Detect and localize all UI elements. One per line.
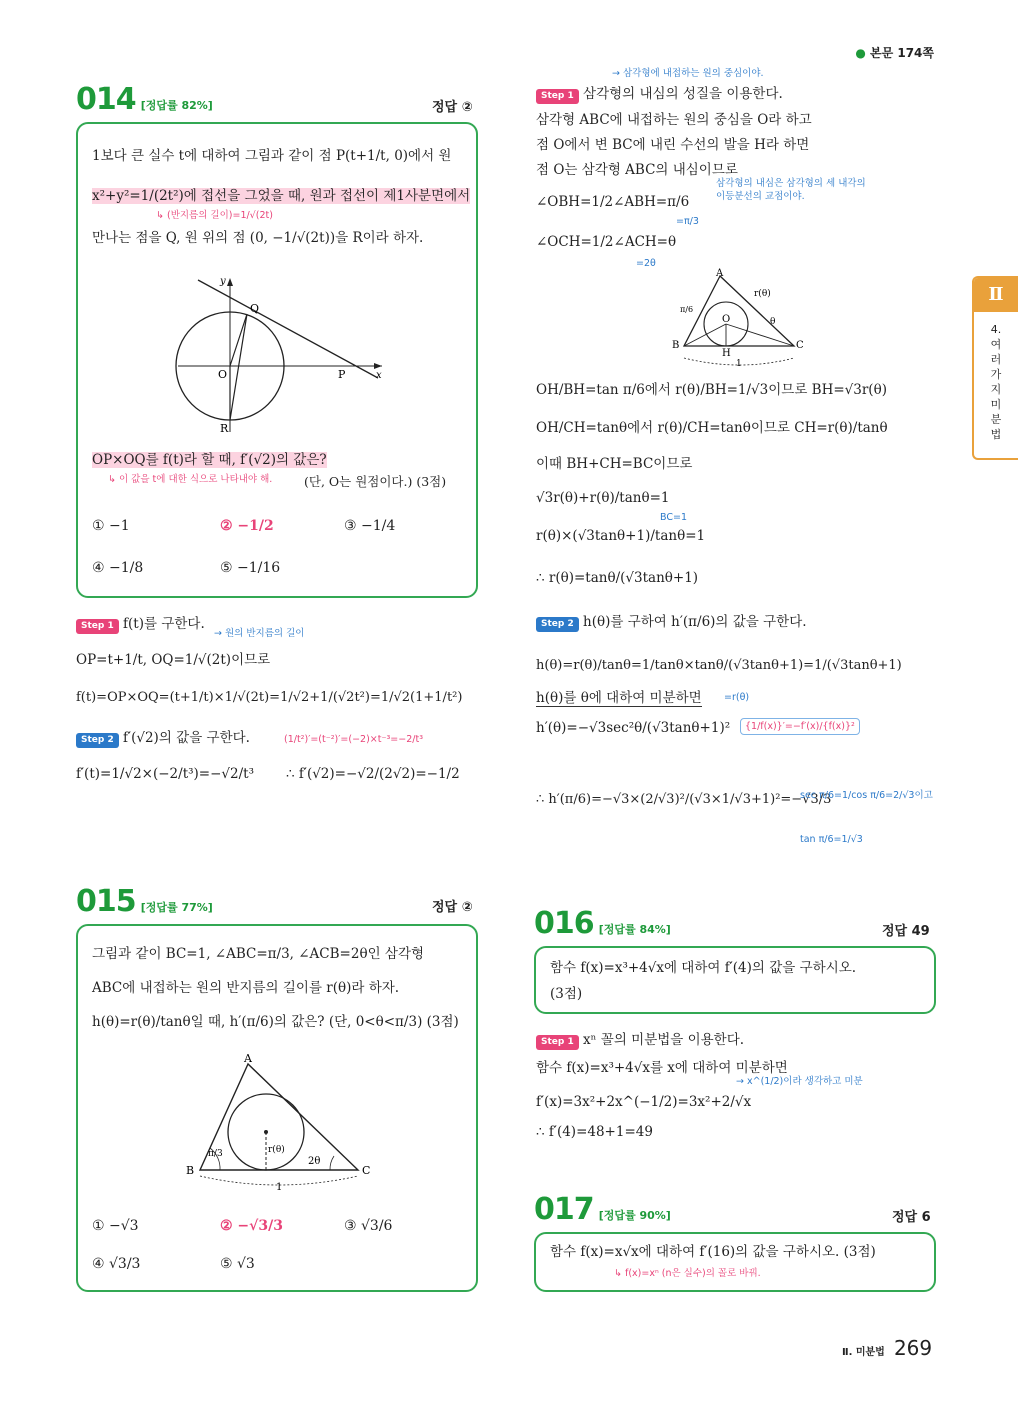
problem-number: 017 <box>534 1192 594 1227</box>
annotation-note <box>716 178 866 204</box>
choice-5[interactable]: ⑤ −1/16 <box>220 560 281 576</box>
label-Q: Q <box>250 302 260 315</box>
solution-line: ∴ r(θ)=tanθ/(√3tanθ+1) <box>536 570 699 586</box>
step-title: xⁿ 꼴의 미분법을 이용한다. <box>583 1032 745 1048</box>
annotation-text: 이 값을 t에 대한 식으로 나타내야 해. <box>118 474 273 485</box>
solution-line: OH/CH=tanθ에서 r(θ)/CH=tanθ이므로 CH=r(θ)/tanθ <box>536 420 888 436</box>
page-footer <box>842 1336 932 1360</box>
problem-017-box <box>534 1232 936 1292</box>
annotation-text: 원의 반지름의 길이 <box>224 628 305 639</box>
label-x: x <box>376 370 382 381</box>
step-title: 삼각형의 내심의 성질을 이용한다. <box>583 86 783 102</box>
chapter-tab[interactable] <box>972 276 1018 460</box>
annotation-note: → 원의 반지름의 길이 <box>214 628 305 639</box>
solution-line: 이때 BH+CH=BC이므로 <box>536 456 693 472</box>
annotation-text: 삼각형의 내심은 삼각형의 세 내각의 <box>716 178 866 189</box>
segment-OQ <box>230 314 247 366</box>
annotation-note: ↳ f(x)=xⁿ (n은 실수)의 꼴로 바꿔. <box>614 1268 761 1279</box>
label-O: O <box>218 368 228 381</box>
choice-2-correct[interactable]: ② −√3/3 <box>220 1218 283 1234</box>
annotation-note: BC=1 <box>660 512 687 523</box>
solution-step <box>536 1032 744 1050</box>
label-O: O <box>722 314 731 325</box>
choice-2-correct[interactable]: ② −1/2 <box>220 518 274 534</box>
annotation-note: sec π/6=1/cos π/6=2/√3이고 <box>800 790 933 801</box>
problem-015-header <box>76 884 213 919</box>
question-line: h(θ)=r(θ)/tanθ일 때, h′(π/6)의 값은? (단, 0<θ<π/3) (3점) <box>92 1014 459 1030</box>
question-line-highlight: OP×OQ를 f(t)라 할 때, f′(√2)의 값은? <box>92 452 327 468</box>
solution-step <box>536 614 807 632</box>
correct-rate: [정답률 84%] <box>598 923 671 936</box>
annotation-note: {1/f(x)}′=−f′(x)/{f(x)}² <box>740 718 860 735</box>
label-A: A <box>716 268 724 279</box>
annotation-text: x^(1/2)이라 생각하고 미분 <box>746 1076 863 1087</box>
solution-line: 삼각형 ABC에 내접하는 원의 중심을 O라 하고 <box>536 112 812 128</box>
solution-line: f′(t)=1/√2×(−2/t³)=−√2/t³ <box>76 766 254 782</box>
label-B: B <box>186 1164 195 1177</box>
label-angle-B: π/3 <box>208 1149 223 1159</box>
step-badge: Step 2 <box>76 733 119 748</box>
answer-label: 정답 6 <box>892 1210 931 1225</box>
question-line: (3점) <box>550 986 583 1002</box>
solution-line: h′(θ)=−√3sec²θ/(√3tanθ+1)² <box>536 720 731 736</box>
angle-C-arc <box>330 1156 334 1170</box>
solution-line: ∠OBH=1/2∠ABH=π/6 <box>536 194 690 210</box>
solution-line: 함수 f(x)=x³+4√x를 x에 대하여 미분하면 <box>536 1060 788 1076</box>
problem-014-box <box>76 122 478 598</box>
step-title: h(θ)를 구하여 h′(π/6)의 값을 구한다. <box>583 614 807 630</box>
question-line: 1보다 큰 실수 t에 대하여 그림과 같이 점 P(t+1/t, 0)에서 원 <box>92 148 452 164</box>
solution-line: ∴ f′(√2)=−√2/(2√2)=−1/2 <box>286 766 460 782</box>
answer-label: 정답 ② <box>432 100 473 115</box>
choice-3[interactable]: ③ −1/4 <box>344 518 396 534</box>
annotation-text: (반지름의 길이)=1/√(2t) <box>166 210 273 221</box>
annotation-note: =2θ <box>636 258 656 269</box>
triangle-ABC <box>684 276 794 346</box>
annotation-note: (1/t²)′=(t⁻²)′=(−2)×t⁻³=−2/t³ <box>284 734 424 745</box>
problem-017-header <box>534 1192 671 1227</box>
question-line: 만나는 점을 Q, 원 위의 점 (0, −1/√(2t))을 R이라 하자. <box>92 230 424 246</box>
problem-016-header <box>534 906 671 941</box>
footer-section: Ⅱ. 미분법 <box>842 1347 885 1358</box>
chapter-tab-roman: Ⅱ <box>974 278 1018 312</box>
label-radius: r(θ) <box>754 289 771 299</box>
ref-circle-icon: ● <box>855 46 866 60</box>
page-reference <box>855 44 934 61</box>
step-badge: Step 1 <box>536 89 579 104</box>
label-base: 1 <box>736 359 742 369</box>
choice-5[interactable]: ⑤ √3 <box>220 1256 255 1272</box>
question-line: 그림과 같이 BC=1, ∠ABC=π/3, ∠ACB=2θ인 삼각형 <box>92 946 425 962</box>
label-angle-C: θ <box>770 317 776 327</box>
solution-line <box>536 690 702 706</box>
question-condition: (단, O는 원점이다.) (3점) <box>304 474 447 489</box>
segment-OC <box>726 324 794 346</box>
annotation-text: 이등분선의 교점이야. <box>716 190 805 202</box>
choice-1[interactable]: ① −1 <box>92 518 130 534</box>
label-C: C <box>362 1164 371 1177</box>
problem-number: 014 <box>76 82 136 117</box>
problem-014-header <box>76 82 213 117</box>
annotation-note: ↳ 이 값을 t에 대한 식으로 나타내야 해. <box>108 474 273 485</box>
label-P: P <box>338 368 346 381</box>
correct-rate: [정답률 82%] <box>140 99 213 112</box>
question-line: 함수 f(x)=x√x에 대하여 f′(16)의 값을 구하시오. (3점) <box>550 1244 876 1260</box>
annotation-note: → 삼각형에 내접하는 원의 중심이야. <box>612 68 764 79</box>
solution-line: r(θ)×(√3tanθ+1)/tanθ=1 <box>536 528 706 544</box>
underlined-text: h(θ)를 θ에 대하여 미분하면 <box>536 690 702 706</box>
solution-step <box>76 616 205 634</box>
page-number: 269 <box>893 1336 933 1360</box>
solution-line: ∴ h′(π/6)=−√3×(2/√3)²/(√3×1/√3+1)²=−√3/3 <box>536 792 832 807</box>
label-H: H <box>722 348 731 359</box>
label-angle-B: π/6 <box>680 305 694 314</box>
solution-line: 점 O에서 변 BC에 내린 수선의 발을 H라 하면 <box>536 137 810 153</box>
question-line-highlight: x²+y²=1/(2t²)에 접선을 그었을 때, 원과 접선이 제1사분면에서 <box>92 188 471 204</box>
step-badge: Step 2 <box>536 617 579 632</box>
question-line: ABC에 내접하는 원의 반지름의 길이를 r(θ)라 하자. <box>92 980 400 996</box>
label-C: C <box>796 340 804 351</box>
problem-016-box <box>534 946 936 1014</box>
solution-line: OH/BH=tan π/6에서 r(θ)/BH=1/√3이므로 BH=√3r(θ) <box>536 382 887 398</box>
answer-label: 정답 ② <box>432 900 473 915</box>
annotation-note: ↳ (반지름의 길이)=1/√(2t) <box>156 210 273 221</box>
circle-tangent-figure <box>168 274 398 434</box>
choice-4[interactable]: ④ −1/8 <box>92 560 144 576</box>
annotation-note: =π/3 <box>676 216 699 227</box>
solution-line: ∴ f′(4)=48+1=49 <box>536 1124 653 1140</box>
label-R: R <box>220 422 229 434</box>
step-badge: Step 1 <box>76 619 119 634</box>
problem-number: 015 <box>76 884 136 919</box>
solution-line: √3r(θ)+r(θ)/tanθ=1 <box>536 490 670 506</box>
segment-RQ <box>230 314 247 420</box>
annotation-note: =r(θ) <box>724 692 750 703</box>
label-base: 1 <box>276 1182 283 1192</box>
step-title: f(t)를 구한다. <box>123 616 205 632</box>
solution-line: OP=t+1/t, OQ=1/√(2t)이므로 <box>76 652 271 668</box>
problem-number: 016 <box>534 906 594 941</box>
solution-line: ∠OCH=1/2∠ACH=θ <box>536 234 677 250</box>
solution-line: 점 O는 삼각형 ABC의 내심이므로 <box>536 162 738 178</box>
tangent-line <box>198 280 378 378</box>
annotation-note: → x^(1/2)이라 생각하고 미분 <box>736 1076 863 1087</box>
correct-rate: [정답률 77%] <box>140 901 213 914</box>
label-A: A <box>244 1052 252 1065</box>
annotation-text: 삼각형에 내접하는 원의 중심이야. <box>622 68 764 79</box>
solution-step <box>76 730 250 748</box>
solution-line: f(t)=OP×OQ=(t+1/t)×1/√(2t)=1/√2+1/(√2t²)=1/√2(1+1/t²) <box>76 690 463 705</box>
solution-step <box>536 86 783 104</box>
label-radius: r(θ) <box>268 1145 285 1155</box>
label-y: y <box>220 276 226 287</box>
solution-line: h(θ)=r(θ)/tanθ=1/tanθ×tanθ/(√3tanθ+1)=1/(√3tanθ+1) <box>536 658 902 673</box>
incenter-figure <box>670 266 810 370</box>
step-badge: Step 1 <box>536 1035 579 1050</box>
solution-line: f′(x)=3x²+2x^(−1/2)=3x²+2/√x <box>536 1094 752 1110</box>
choice-3[interactable]: ③ √3/6 <box>344 1218 393 1234</box>
step-title: f′(√2)의 값을 구한다. <box>123 730 250 746</box>
answer-label: 정답 49 <box>882 924 930 939</box>
question-line <box>92 452 327 468</box>
ref-text: 본문 174쪽 <box>869 46 934 60</box>
choice-1[interactable]: ① −√3 <box>92 1218 139 1234</box>
correct-rate: [정답률 90%] <box>598 1209 671 1222</box>
problem-015-box <box>76 924 478 1292</box>
question-line <box>92 188 470 204</box>
y-axis-arrow <box>227 278 233 286</box>
annotation-note: tan π/6=1/√3 <box>800 834 863 845</box>
chapter-tab-label: 4.여러가지미분법 <box>990 323 1002 441</box>
choice-4[interactable]: ④ √3/3 <box>92 1256 141 1272</box>
x-axis-arrow <box>374 363 382 369</box>
triangle-incircle-figure <box>178 1052 388 1192</box>
annotation-text: f(x)=xⁿ (n은 실수)의 꼴로 바꿔. <box>624 1268 761 1279</box>
label-angle-C: 2θ <box>308 1156 321 1167</box>
question-line: 함수 f(x)=x³+4√x에 대하여 f′(4)의 값을 구하시오. <box>550 960 857 976</box>
label-B: B <box>672 340 680 351</box>
